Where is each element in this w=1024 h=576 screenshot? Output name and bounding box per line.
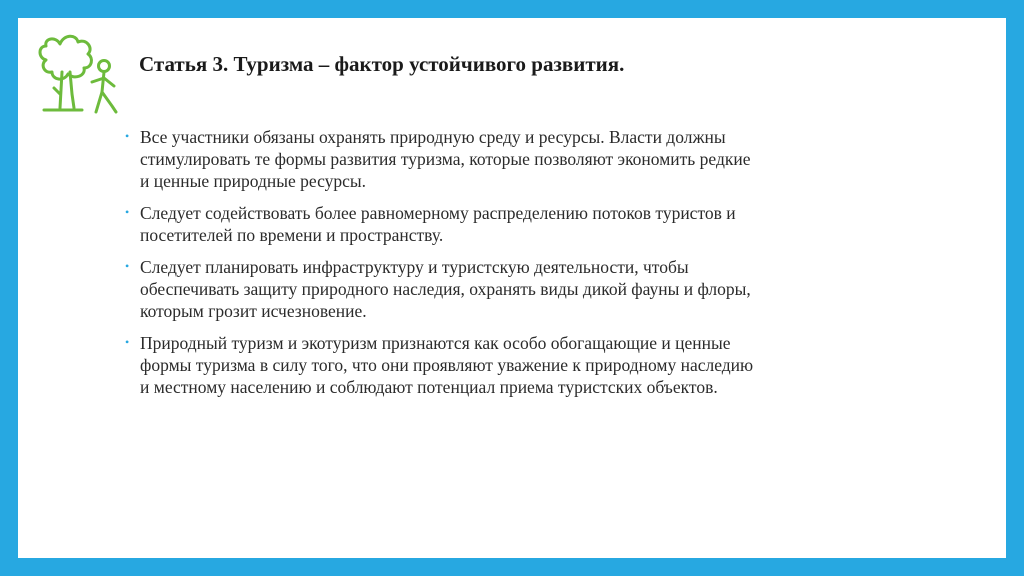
list-item-text: Следует планировать инфраструктуру и туристскую деятельности, чтобы обеспечивать защиту природного наследия, охранять виды дикой фауны и флоры, которым грозит исчезновение.: [140, 257, 751, 321]
list-item: [122, 332, 762, 398]
bullet-icon: •: [125, 205, 130, 219]
list-item-text: Следует содействовать более равномерному распределению потоков туристов и посетителей по времени и пространству.: [140, 203, 736, 245]
bullet-icon: •: [125, 259, 130, 273]
page-title: Статья 3. Туризма – фактор устойчивого развития.: [139, 52, 625, 76]
list-item: [122, 202, 762, 246]
tree-and-person-icon: [36, 32, 122, 124]
list-item: [122, 256, 762, 322]
bullet-icon: •: [125, 335, 130, 349]
list-item: [122, 126, 762, 192]
slide: [18, 18, 1006, 558]
bullet-icon: •: [125, 129, 130, 143]
list-item-text: Все участники обязаны охранять природную среду и ресурсы. Власти должны стимулировать те формы развития туризма, которые позволяют экономить редкие и ценные природные ресурсы.: [140, 127, 751, 191]
list-item-text: Природный туризм и экотуризм признаются как особо обогащающие и ценные формы туризма в силу того, что они проявляют уважение к природному наследию и местному населению и соблюдают потенциал приема туристских объектов.: [140, 333, 754, 397]
bullet-list: [122, 126, 762, 408]
